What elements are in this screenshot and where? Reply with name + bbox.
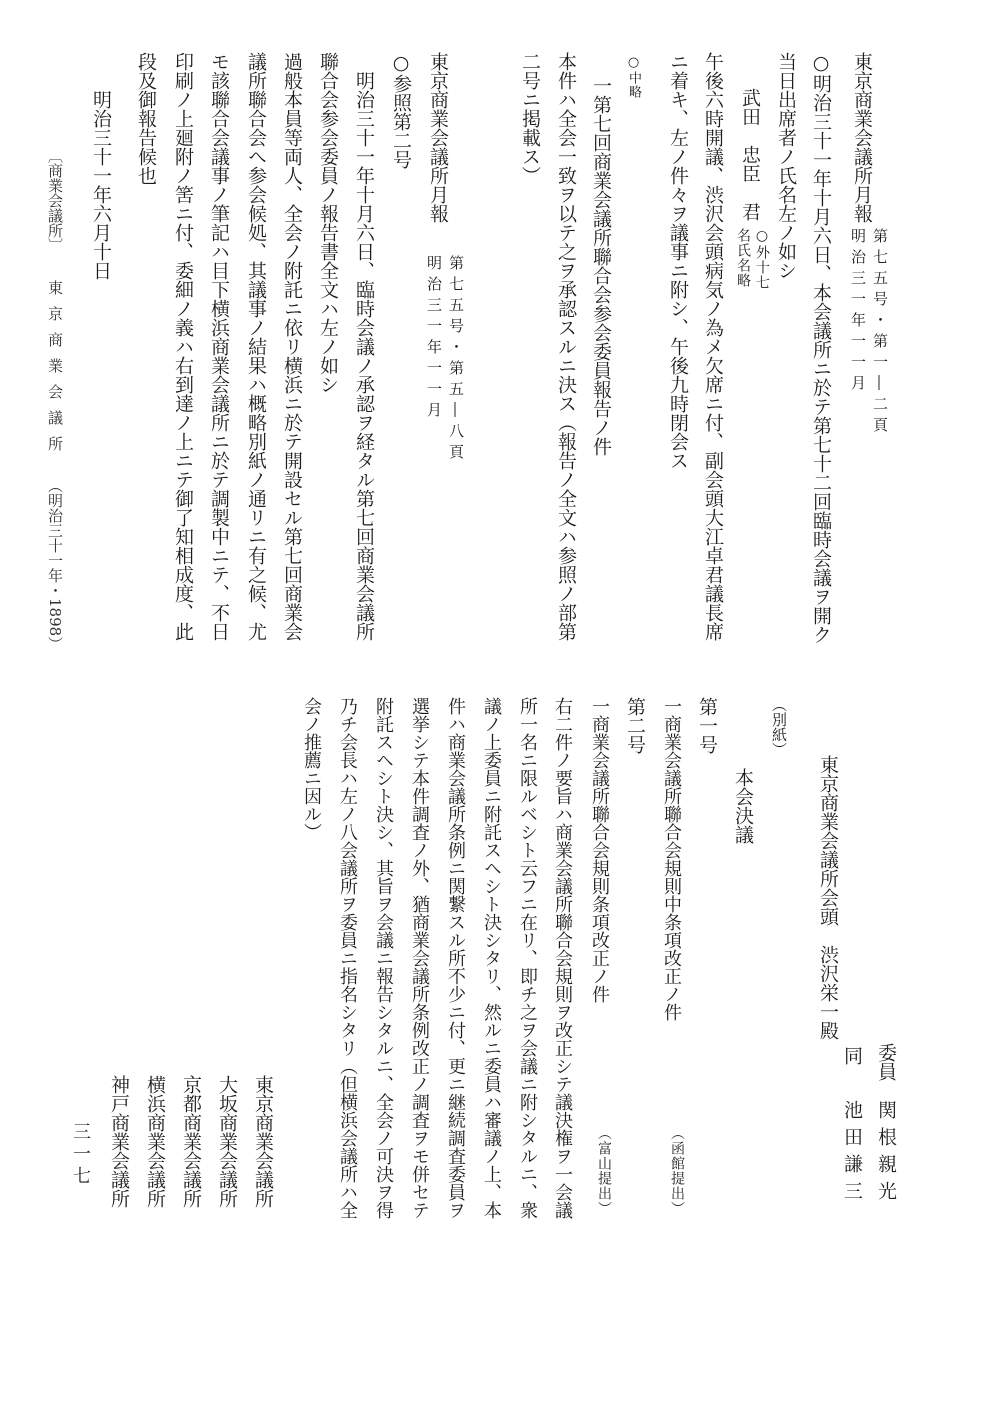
committee-member: 京都商業会議所	[180, 1075, 202, 1208]
reference-intro-line: 聯合会参会委員ノ報告書全文ハ左ノ如シ	[317, 52, 339, 394]
signatory-role: 同	[841, 1046, 863, 1065]
summary-line: 乃チ会長ハ左ノ八会議所ヲ委員ニ指名シタリ（但横浜会議所ハ全	[337, 697, 358, 1219]
signatory-name: 関根親光	[875, 1100, 897, 1208]
letter-addressee: 東京商業会議所会頭 渋沢栄一殿	[817, 755, 839, 1040]
proceedings-line: ニ着キ、左ノ件々ヲ議事ニ附シ、午後九時閉会ス	[667, 52, 689, 470]
summary-line: 所一名ニ限ルベシト云フニ在リ、即チ之ヲ会議ニ附シタルニ、衆	[517, 697, 538, 1219]
committee-member: 横浜商業会議所	[144, 1075, 166, 1208]
committee-member: 東京商業会議所	[252, 1075, 274, 1208]
resolution-line: 二号ニ掲載ス）	[519, 52, 541, 185]
report-2-issue-date: 明治三一年一一月	[425, 255, 443, 423]
letter-date: 明治三十一年六月十日	[90, 90, 112, 280]
summary-line: 附託スヘシト決シ、其旨ヲ会議ニ報告シタルニ、全会ノ可決ヲ得	[373, 697, 394, 1219]
reference-heading: ○参照第二号	[390, 52, 412, 169]
committee-member: 神戸商業会議所	[108, 1075, 130, 1208]
signatory-name: 池田謙三	[841, 1100, 863, 1208]
summary-line: 会ノ推薦ニ因ル）	[301, 697, 322, 841]
margin-date: （明治三十一年・1898）	[46, 478, 64, 652]
summary-line: 右二件ノ要旨ハ商業会議所聯合会規則ヲ改正シテ議決権ヲ一会議	[552, 697, 573, 1219]
report-2-title: 東京商業会議所月報	[427, 52, 449, 223]
committee-member: 大坂商業会議所	[216, 1075, 238, 1208]
attendee-note: 名氏名略	[735, 228, 751, 288]
letter-line: 印刷ノ上廻附ノ筈ニ付、委細ノ義ハ右到達ノ上ニテ御了知相成度、此	[172, 52, 194, 641]
report-1-line: 当日出席者ノ氏名左ノ如シ	[775, 52, 797, 280]
proposal-number: 第二号	[624, 697, 646, 754]
margin-source: 東京商業会議所	[46, 280, 64, 462]
margin-category: 〔商業会議所〕	[46, 148, 64, 253]
omission-mark: ○中略	[626, 55, 641, 99]
signatory-role: 委員	[875, 1043, 897, 1081]
attendee-name: 武田 忠臣 君	[739, 88, 761, 221]
proceedings-line: 午後六時開議、渋沢会頭病気ノ為メ欠席ニ付、副会頭大江卓君議長席	[702, 52, 724, 641]
letter-line: モ該聯合会議事ノ筆記ハ目下横浜商業会議所ニ於テ調製中ニテ、不日	[208, 52, 230, 641]
proposal-proposer: （函館提出）	[669, 1126, 685, 1216]
reference-intro-line: 明治三十一年十月六日、臨時会議ノ承認ヲ経タル第七回商業会議所	[353, 71, 375, 641]
letter-line: 段及御報告候也	[135, 52, 157, 185]
proposal-title: 一商業会議所聯合会規則中条項改正ノ件	[661, 697, 682, 1021]
report-1-issue-reference: 第七五号・第一―二頁	[871, 228, 889, 438]
report-1-issue-date: 明治三一年一一月	[849, 228, 867, 396]
summary-line: 件ハ商業会議所条例ニ関繋スル所不少ニ付、更ニ継続調査委員ヲ	[445, 697, 466, 1219]
proposal-proposer: （富山提出）	[596, 1126, 612, 1216]
proposal-number: 第一号	[696, 697, 718, 754]
page-number: 三一七	[70, 1122, 91, 1188]
letter-line: 議所聯合会へ参会候処、其議事ノ結果ハ概略別紙ノ通リニ有之候、尤	[245, 52, 267, 641]
summary-line: 選挙シテ本件調査ノ外、猶商業会議所条例改正ノ調査ヲモ併セテ	[409, 697, 430, 1219]
attachment-label: （別紙）	[770, 697, 788, 757]
letter-line: 過般本員等両人、全会ノ附託ニ依リ横浜ニ於テ開設セル第七回商業会	[281, 52, 303, 641]
resolutions-heading: 本会決議	[732, 768, 754, 844]
agenda-item: 一第七回商業会議所聯合会参会委員報告ノ件	[590, 76, 612, 456]
report-1-title: 東京商業会議所月報	[851, 52, 873, 223]
attendee-note: ○外十七	[754, 228, 770, 290]
summary-line: 議ノ上委員ニ附託スヘシト決シタリ、然ルニ委員ハ審議ノ上、本	[481, 697, 502, 1219]
report-2-issue-reference: 第七五号・第五―八頁	[447, 255, 465, 465]
proposal-title: 一商業会議所聯合会規則条項改正ノ件	[589, 697, 610, 1003]
report-1-line: ○明治三十一年十月六日、本会議所ニ於テ第七十二回臨時会議ヲ開ク	[810, 52, 832, 644]
resolution-line: 本件ハ全会一致ヲ以テ之ヲ承認スルニ決ス（報告ノ全文ハ参照ノ部第	[555, 52, 577, 641]
